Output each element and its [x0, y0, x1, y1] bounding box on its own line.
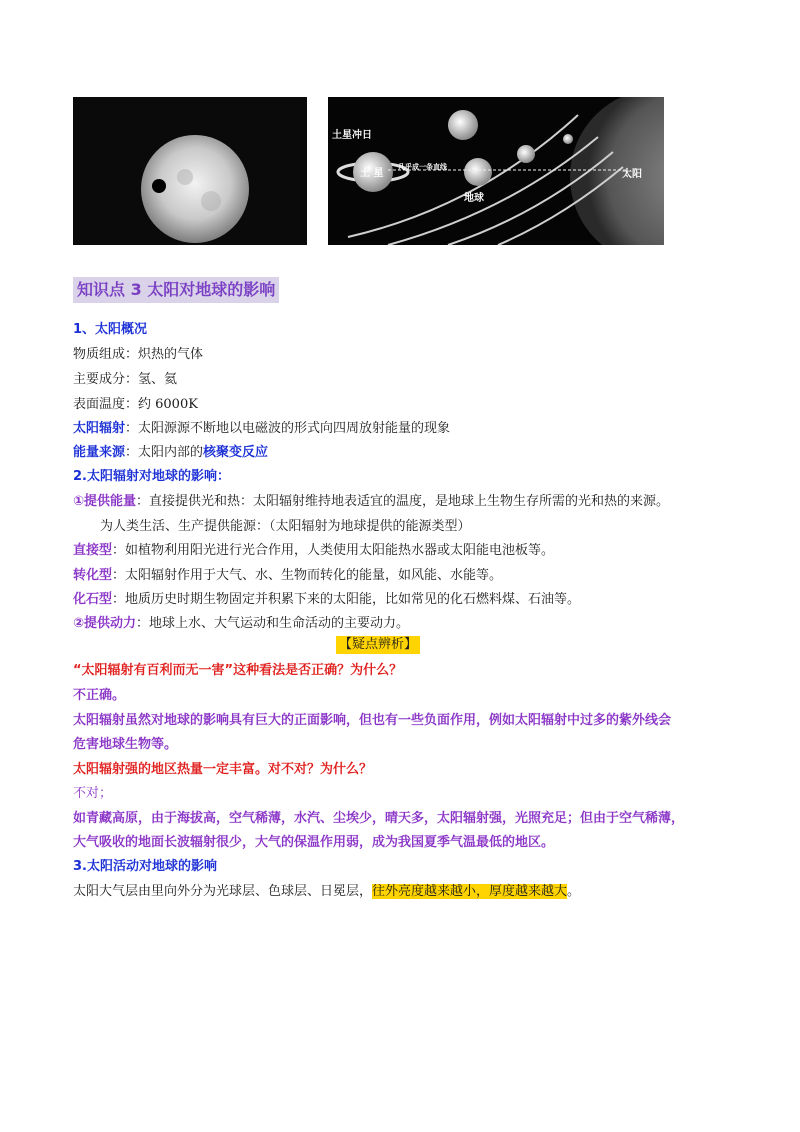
p2-term: ②提供动力 [73, 616, 137, 631]
section-title: 知识点 3 太阳对地球的影响 [73, 277, 279, 303]
a1-short: 不正确。 [73, 688, 126, 703]
s1-heading: 1、太阳概况 [73, 322, 148, 337]
s2-convert [73, 566, 502, 586]
s1-temperature: 表面温度：约 6000K [73, 397, 198, 412]
earth-planet [464, 158, 492, 186]
energy-def: ：太阳内部的 [125, 445, 204, 460]
energy-term: 能量来源 [73, 445, 126, 460]
jupiter-planet [448, 110, 478, 140]
doubt-tag: 【疑点辨析】 [336, 636, 420, 654]
saturn-opposition-image [328, 97, 664, 245]
a1-line1: 太阳辐射虽然对地球的影响具有巨大的正面影响，但也有一些负面作用，例如太阳辐射中过多的紫外线会 [73, 713, 672, 728]
energy-key: 核聚变反应 [203, 445, 269, 460]
s2-p2 [73, 614, 409, 634]
convert-text: ：太阳辐射作用于大气、水、生物而转化的能量，如风能、水能等。 [112, 568, 503, 583]
s2-p1 [73, 492, 669, 512]
s2-fossil [73, 590, 580, 610]
s2-heading: 2.太阳辐射对地球的影响： [73, 469, 230, 484]
a2-line1: 如青藏高原，由于海拔高，空气稀薄，水汽、尘埃少，晴天多，太阳辐射强，光照充足；但由于空气稀薄， [73, 811, 685, 826]
fossil-text: ：地质历史时期生物固定并积累下来的太阳能，比如常见的化石燃料煤、石油等。 [112, 592, 581, 607]
sun-transit-image [73, 97, 307, 245]
transiting-planet [152, 179, 166, 193]
direct-term: 直接型 [73, 543, 113, 558]
a2-line2: 大气吸收的地面长波辐射很少，大气的保温作用弱，成为我国夏季气温最低的地区。 [73, 835, 555, 850]
s3-text-main: 太阳大气层由里向外分为光球层、色球层、日冕层， [73, 884, 373, 899]
label-alignment: 几乎成一条直线 [398, 162, 447, 171]
s2-direct [73, 541, 554, 561]
label-earth: 地球 [464, 193, 484, 204]
convert-term: 转化型 [73, 568, 113, 583]
venus-planet [517, 145, 535, 163]
a1-line2: 危害地球生物等。 [73, 737, 178, 752]
s1-radiation [73, 419, 450, 439]
fossil-term: 化石型 [73, 592, 113, 607]
label-saturn-opposition: 土星冲日 [332, 130, 372, 141]
a2-short: 不对； [73, 786, 113, 801]
s1-composition: 物质组成：炽热的气体 [73, 347, 204, 362]
s3-text [73, 882, 580, 902]
p1-term: ①提供能量 [73, 494, 137, 509]
direct-text: ：如植物利用阳光进行光合作用，人类使用太阳能热水器或太阳能电池板等。 [112, 543, 555, 558]
s3-heading: 3.太阳活动对地球的影响 [73, 859, 217, 874]
p1-text: ：直接提供光和热：太阳辐射维持地表适宜的温度，是地球上生物生存所需的光和热的来源。 [136, 494, 670, 509]
mercury-planet [563, 134, 573, 144]
s3-end: 。 [567, 884, 581, 899]
p2-text: ：地球上水、大气运动和生命活动的主要动力。 [136, 616, 410, 631]
q1: “太阳辐射有百利而无一害”这种看法是否正确？为什么？ [73, 663, 403, 678]
radiation-term: 太阳辐射 [73, 421, 126, 436]
s1-components: 主要成分：氢、氦 [73, 372, 178, 387]
s1-energy [73, 443, 268, 463]
label-saturn: 土 星 [360, 168, 384, 179]
radiation-def: ：太阳源源不断地以电磁波的形式向四周放射能量的现象 [125, 421, 451, 436]
q2: 太阳辐射强的地区热量一定丰富。对不对？为什么？ [73, 762, 373, 777]
s3-highlight: 往外亮度越来越小，厚度越来越大 [372, 884, 568, 899]
s2-p1-sub: 为人类生活、生产提供能源：（太阳辐射为地球提供的能源类型） [100, 519, 471, 534]
label-sun: 太阳 [622, 169, 642, 180]
